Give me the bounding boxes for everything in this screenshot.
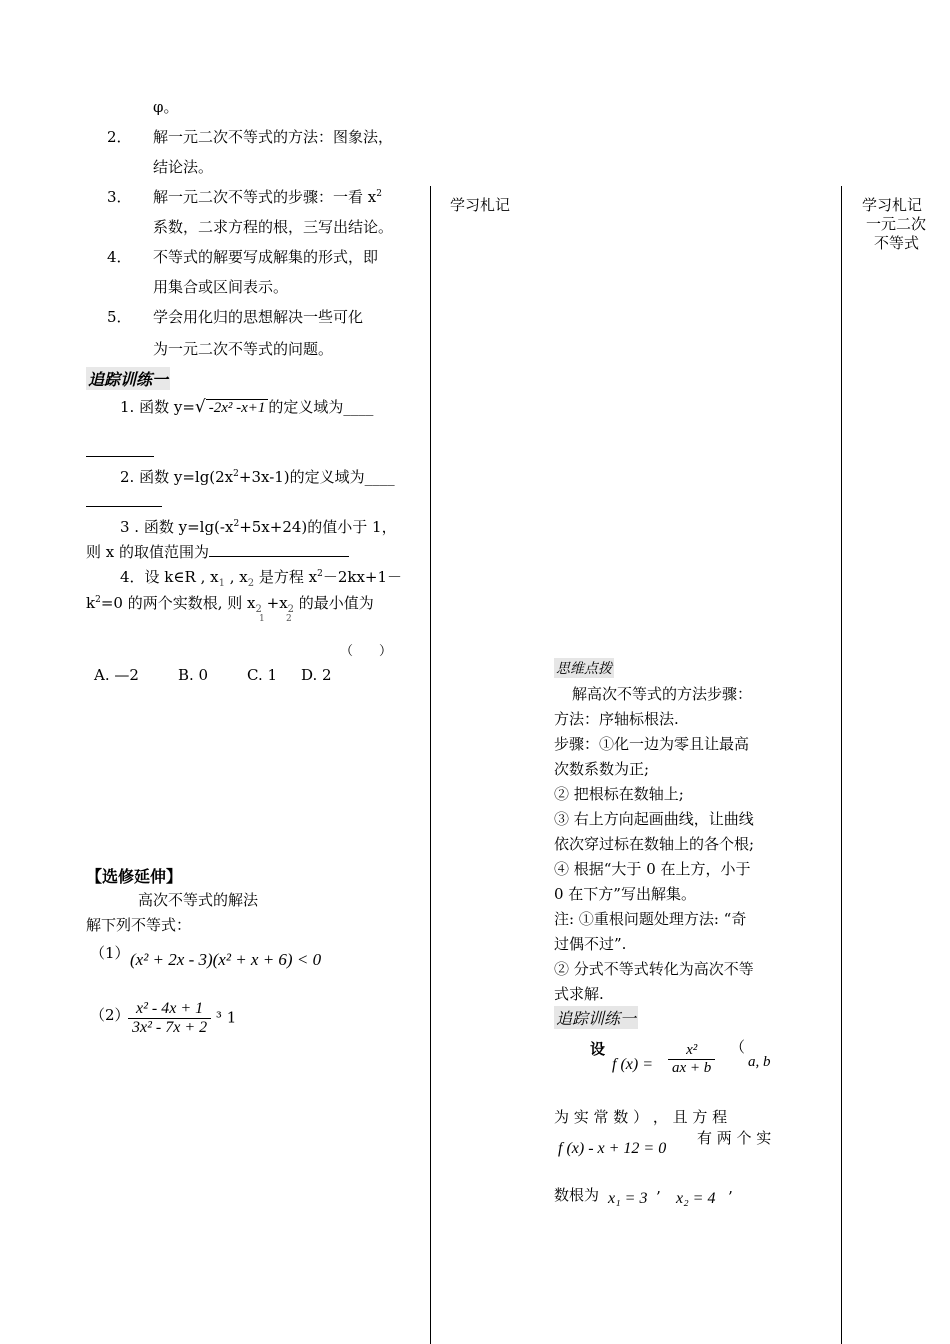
paren-open: （ xyxy=(730,1038,746,1056)
question-4-subscript-1: 1 xyxy=(259,614,265,624)
set-label: 设 xyxy=(590,1040,606,1058)
question-4-subscript-2: 2 xyxy=(286,614,292,624)
thinking-line-1: 解高次不等式的方法步骤： xyxy=(572,685,753,703)
function-numerator: x² xyxy=(668,1042,715,1060)
topic-line-1: 一元二次 xyxy=(866,215,927,233)
question-3-blank xyxy=(209,544,349,557)
root-x1: x₁ = 3 xyxy=(608,1190,648,1207)
question-1-blank xyxy=(86,444,154,457)
function-lhs: f (x) = xyxy=(612,1056,653,1073)
function-denominator: ax + b xyxy=(672,1060,712,1076)
thinking-line-4: 次数系数为正; xyxy=(554,760,650,778)
inequality-1-label: （1） xyxy=(90,944,130,962)
thinking-line-10: 注: ①重根问题处理方法: “奇 xyxy=(554,910,747,928)
comma-2: ’ xyxy=(728,1188,733,1206)
point-4-line2: 用集合或区间表示。 xyxy=(153,278,289,296)
constants-ab: a, b xyxy=(748,1054,771,1070)
thinking-line-3: 步骤：①化一边为零且让最高 xyxy=(554,735,750,753)
question-3-line1: 3 . 函数 $y=\lg(-x^2+5x+24)$的值小于 1， xyxy=(120,518,397,536)
inequality-2-relation: ³ 1 xyxy=(215,1008,237,1027)
inequality-2-label: （2） xyxy=(90,1006,130,1024)
answer-paren: （ ） xyxy=(340,644,393,659)
thinking-line-12: ② 分式不等式转化为高次不等 xyxy=(554,960,754,978)
point-4-num: 4． xyxy=(107,248,132,266)
option-c: C. 1 xyxy=(247,666,278,684)
inequality-1: (x² + 2x - 3)(x² + x + 6) < 0 xyxy=(130,950,322,969)
root-x2: x₂ = 4 xyxy=(676,1190,716,1207)
extension-title: 【选修延伸】 xyxy=(86,867,183,886)
point-3-line1: 解一元二次不等式的步骤：一看 $x^2$ xyxy=(153,188,382,206)
question-1: 1. 函数 y=√ -2x² -x+1 的定义域为____ xyxy=(120,397,374,417)
question-4-line2: $k^2=0$ 的两个实数根, 则 $x_2 +x_2$ 的最小值为 xyxy=(86,594,374,615)
option-d: D. 2 xyxy=(301,666,332,684)
question-2: 2. 函数 $y=\lg(2x^2+3x-1)$的定义域为____ xyxy=(120,468,395,486)
point-2-line1: 解一元二次不等式的方法：图象法， xyxy=(153,128,394,146)
thinking-line-8: ④ 根据“大于 0 在上方，小于 xyxy=(554,860,751,878)
thinking-line-9: 0 在下方”写出解集。 xyxy=(554,885,696,903)
thinking-line-6: ③ 右上方向起画曲线，让曲线 xyxy=(554,810,754,828)
point-4-line1: 不等式的解要写成解集的形式，即 xyxy=(153,248,379,266)
training-title-left: 追踪训练一 xyxy=(86,367,170,390)
option-b: B. 0 xyxy=(178,666,209,684)
training-title-middle: 追踪训练一 xyxy=(554,1006,638,1029)
thinking-line-13: 式求解. xyxy=(554,985,604,1003)
point-3-num: 3． xyxy=(107,188,132,206)
thinking-line-5: ② 把根标在数轴上; xyxy=(554,785,684,803)
notes-label-right: 学习札记 xyxy=(862,196,923,214)
middle-line-2: 为 实 常 数 ） ， 且 方 程 xyxy=(554,1108,728,1126)
question-2-blank xyxy=(86,494,162,507)
inequality-2 xyxy=(128,1000,236,1037)
question-3-line2: 则 x 的取值范围为 xyxy=(86,541,349,562)
extension-prompt: 解下列不等式： xyxy=(86,916,192,934)
column-divider-left xyxy=(430,186,431,1344)
comma-1: ’ xyxy=(656,1188,661,1206)
equation-tail: 有 两 个 实 xyxy=(697,1129,772,1147)
point-2-num: 2． xyxy=(107,128,132,146)
equation: f (x) - x + 12 = 0 xyxy=(558,1140,667,1157)
notes-label-middle: 学习札记 xyxy=(450,196,511,214)
topic-line-2: 不等式 xyxy=(874,234,920,252)
roots-prefix: 数根为 xyxy=(554,1186,600,1204)
thinking-line-11: 过偶不过”. xyxy=(554,935,627,953)
point-3-line2: 系数，二求方程的根，三写出结论。 xyxy=(153,218,394,236)
inequality-2-denominator: 3x² - 7x + 2 xyxy=(132,1019,208,1036)
function-fraction xyxy=(668,1042,715,1077)
column-divider-right xyxy=(841,186,842,1344)
point-5-line2: 为一元二次不等式的问题。 xyxy=(153,340,334,358)
question-4-line1: 4．设 k∈R , $x_1$ , $x_2$ 是方程 $x^2-2kx+1-$ xyxy=(120,568,403,589)
phi-line: φ。 xyxy=(153,98,179,116)
thinking-line-7: 依次穿过标在数轴上的各个根; xyxy=(554,835,755,853)
inequality-2-numerator: x² - 4x + 1 xyxy=(128,1000,211,1019)
point-2-line2: 结论法。 xyxy=(153,158,214,176)
point-5-line1: 学会用化归的思想解决一些可化 xyxy=(153,308,364,326)
point-5-num: 5． xyxy=(107,308,132,326)
thinking-title: 思维点拨 xyxy=(554,658,614,678)
extension-subtitle: 高次不等式的解法 xyxy=(138,891,259,909)
thinking-line-2: 方法：序轴标根法. xyxy=(554,710,679,728)
option-a: A. —2 xyxy=(94,666,139,684)
